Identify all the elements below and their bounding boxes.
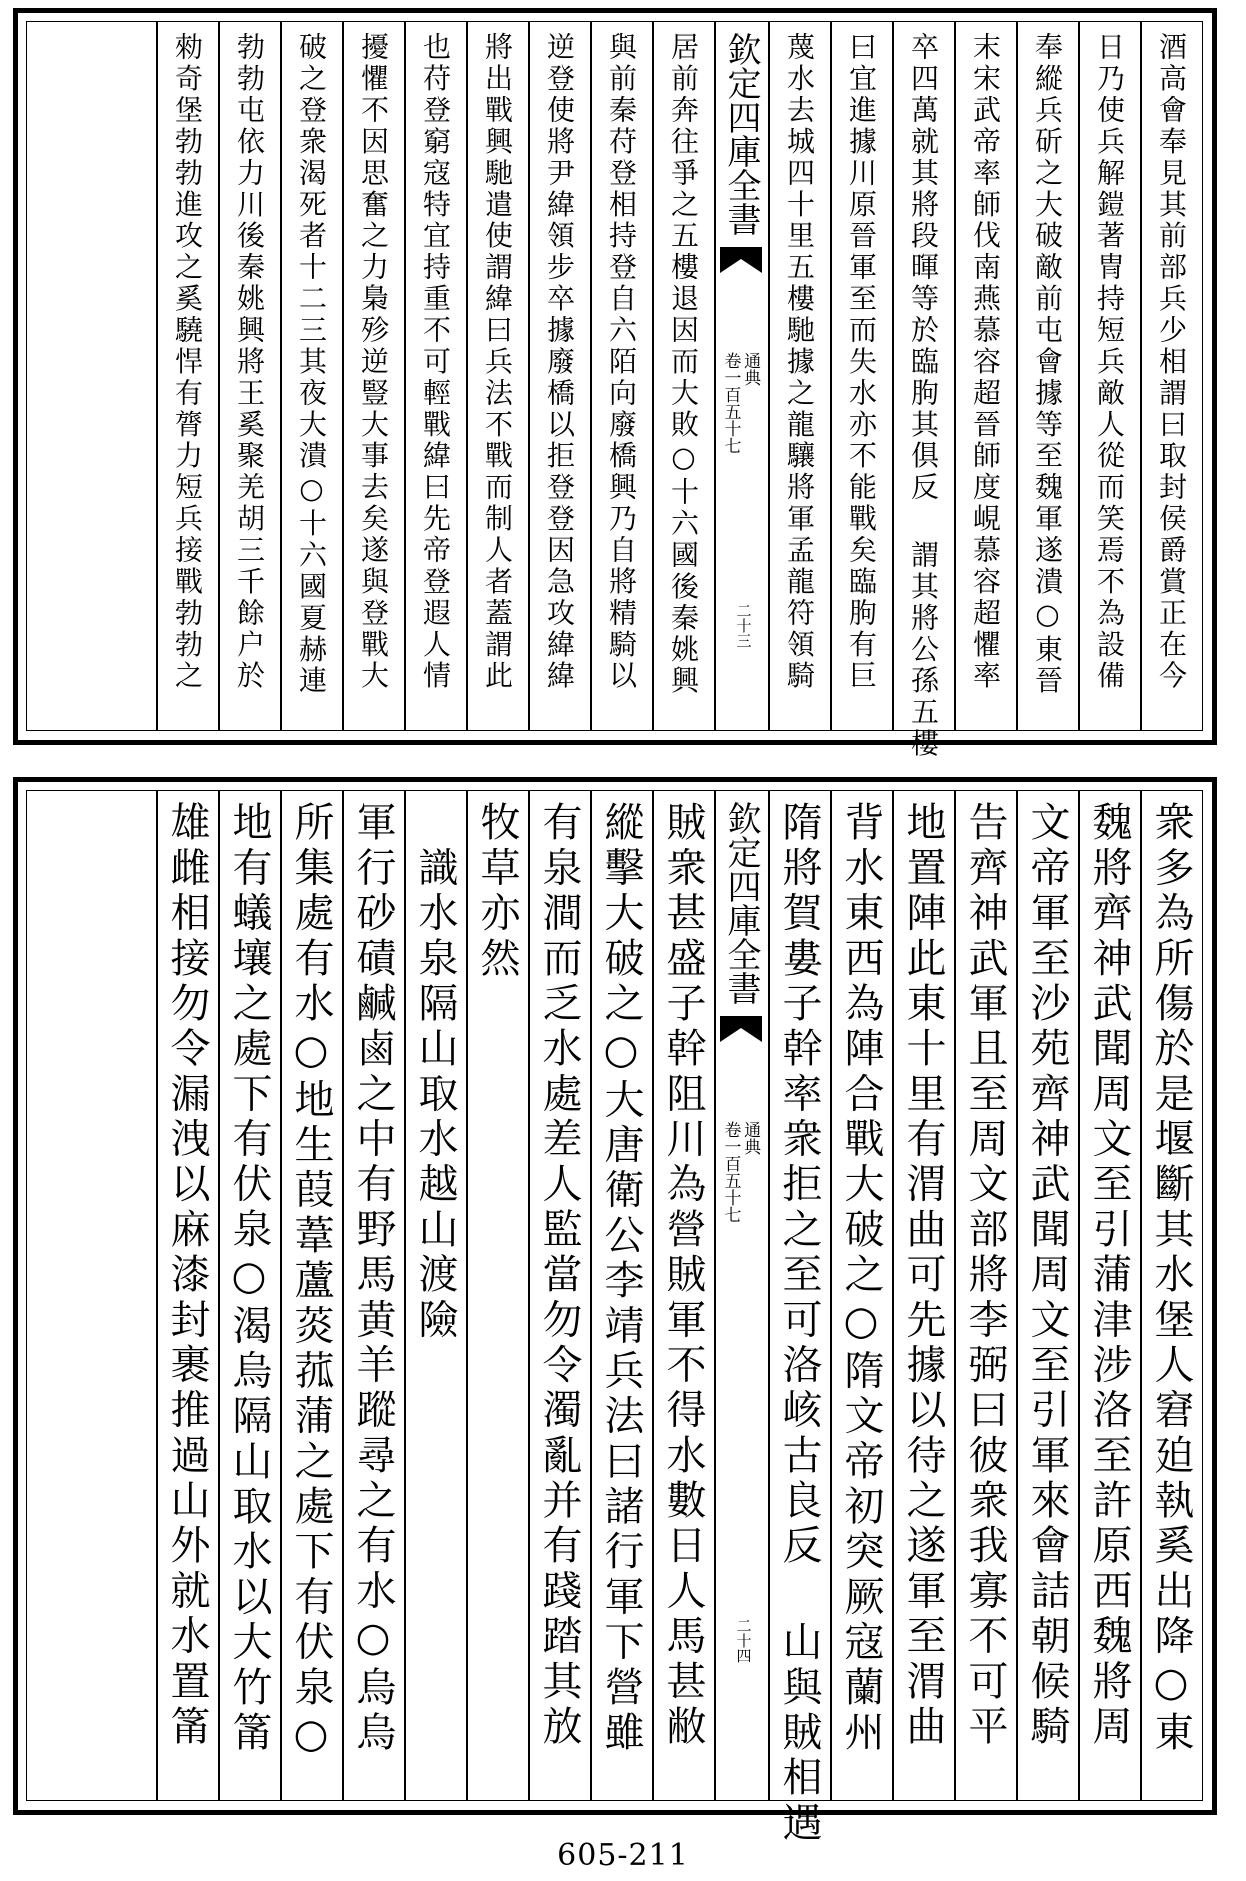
- column-divider: [404, 22, 406, 730]
- text-column: 曰宜進據川原晉軍至而失水亦不能戰矣臨朐有巨: [845, 32, 878, 692]
- text-column: 賊衆甚盛子幹阻川為營賊軍不得水數日人馬甚敝: [660, 801, 706, 1750]
- column-divider: [280, 791, 282, 1800]
- column-divider: [342, 22, 344, 730]
- text-column: 破之登衆渴死者十二三其夜大潰○十六國夏赫連: [295, 32, 328, 697]
- column-divider: [714, 22, 716, 730]
- column-divider: [768, 791, 770, 1800]
- text-column: 日乃使兵解鎧著冑持短兵敵人從而笑焉不為設備: [1093, 32, 1126, 692]
- page-number: 二十三: [734, 603, 753, 648]
- fishtail-mark-icon: [720, 247, 762, 275]
- text-column: 擾懼不因思奮之力梟殄逆豎大事去矣遂與登戰大: [357, 32, 390, 692]
- text-column: 文帝軍至沙苑齊神武聞周文至引軍來會詰朝候騎: [1024, 801, 1070, 1750]
- text-column: 蔑水去城四十里五樓馳據之龍驤將軍孟龍符領騎: [783, 32, 816, 692]
- text-column: 有泉澗而乏水處差人監當勿令濁亂并有踐踏其放: [536, 801, 582, 1750]
- column-divider: [1078, 22, 1080, 730]
- column-divider: [280, 22, 282, 730]
- column-divider: [954, 791, 956, 1800]
- text-column: 縱擊大破之○大唐衛公李靖兵法曰諸行軍下營雖: [598, 801, 644, 1756]
- column-divider: [1140, 22, 1142, 730]
- column-divider: [218, 791, 220, 1800]
- gutter-book-name: 通典: [740, 1121, 761, 1155]
- text-column: 逆登使將尹緯領步卒據廢橋以拒登登因急攻緯緯: [543, 32, 576, 692]
- text-column: 雄雌相接勿令漏洩以麻漆封裹推過山外就水置筩: [164, 801, 210, 1750]
- text-column: 居前奔往爭之五樓退因而大敗○十六國後秦姚興: [667, 32, 700, 697]
- column-divider: [652, 791, 654, 1800]
- gutter-volume: 卷一百五十七: [720, 352, 741, 454]
- column-divider: [892, 22, 894, 730]
- column-divider: [590, 22, 592, 730]
- gutter-book-name: 通典: [740, 352, 761, 386]
- page-number: 二十四: [734, 1618, 753, 1663]
- gutter-book-info: [720, 352, 759, 454]
- text-column: 奉縱兵斫之大破敵前屯會據等至魏軍遂潰○東晉: [1031, 32, 1064, 697]
- column-divider: [1016, 22, 1018, 730]
- column-divider: [156, 791, 158, 1800]
- column-divider: [1016, 791, 1018, 1800]
- bottom-page-text-block: [26, 790, 1203, 1847]
- text-column: 末宋武帝率師伐南燕慕容超晉師度峴慕容超懼率: [969, 32, 1002, 692]
- text-column: 背水東西為陣合戰大破之○隋文帝初突厥寇蘭州: [838, 801, 884, 1756]
- column-divider: [528, 791, 530, 1800]
- column-divider: [892, 791, 894, 1800]
- bottom-page-frame: [13, 777, 1217, 1847]
- text-column: 所集處有水○地生葭葦蘆菼菰蒲之處下有伏泉○: [288, 801, 334, 1762]
- column-divider: [768, 22, 770, 730]
- text-column: 牧草亦然: [474, 801, 520, 982]
- column-divider: [830, 22, 832, 730]
- text-column: 卒四萬就其將段暉等於臨朐其俱反 謂其將公孫五樓: [907, 32, 940, 760]
- top-page-text-block: [26, 21, 1203, 760]
- text-column: 魏將齊神武聞周文至引蒲津涉洛至許原西魏將周: [1086, 801, 1132, 1750]
- gutter-title: 欽定四庫全書: [721, 801, 761, 1005]
- column-divider: [156, 22, 158, 730]
- text-column: 告齊神武軍且至周文部將李弼曰彼衆我寡不可平: [962, 801, 1008, 1750]
- column-divider: [466, 22, 468, 730]
- column-divider: [528, 22, 530, 730]
- gutter-book-info: [720, 1121, 759, 1223]
- column-divider: [466, 791, 468, 1800]
- text-column: 地置陣此東十里有渭曲可先據以待之遂軍至渭曲: [900, 801, 946, 1750]
- column-divider: [830, 791, 832, 1800]
- gutter-title: 欽定四庫全書: [721, 32, 761, 236]
- text-column: 軍行砂磧鹹鹵之中有野馬黄羊蹤尋之有水○烏烏: [350, 801, 396, 1756]
- text-column: 衆多為所傷於是堰斷其水堡人窘廹執奚出降○東: [1148, 801, 1194, 1756]
- top-page: [0, 0, 1246, 760]
- fishtail-mark-icon: [720, 1016, 762, 1044]
- column-divider: [404, 791, 406, 1800]
- text-column: 將出戰興馳遣使謂緯曰兵法不戰而制人者蓋謂此: [481, 32, 514, 692]
- column-divider: [1078, 791, 1080, 1800]
- column-divider: [714, 791, 716, 1800]
- column-divider: [342, 791, 344, 1800]
- text-column: 勑奇堡勃勃進攻之奚驍悍有膂力短兵接戰勃勃之: [171, 32, 204, 692]
- text-column: 酒高會奉見其前部兵少相謂曰取封侯爵賞正在今: [1155, 32, 1188, 692]
- gutter-volume: 卷一百五十七: [720, 1121, 741, 1223]
- text-column: 隋將賀婁子幹率衆拒之至可洛峐古良反 山與賊相遇: [776, 801, 822, 1847]
- column-divider: [954, 22, 956, 730]
- column-divider: [218, 22, 220, 730]
- text-column: 地有蟻壤之處下有伏泉○渴烏隔山取水以大竹筩: [226, 801, 272, 1756]
- page-footer-number: 605-211: [557, 1838, 689, 1873]
- bottom-page: [0, 775, 1246, 1847]
- text-column: 識水泉隔山取水越山渡險: [412, 801, 458, 1344]
- text-column: 也苻登窮寇特宜持重不可輕戰緯曰先帝登遐人情: [419, 32, 452, 692]
- text-column: 與前秦苻登相持登自六陌向廢橋興乃自將精騎以: [605, 32, 638, 692]
- top-page-frame: [13, 8, 1217, 760]
- column-divider: [590, 791, 592, 1800]
- column-divider: [1140, 791, 1142, 1800]
- text-column: 勃勃屯依力川後秦姚興將王奚聚羌胡三千餘户於: [233, 32, 266, 692]
- column-divider: [652, 22, 654, 730]
